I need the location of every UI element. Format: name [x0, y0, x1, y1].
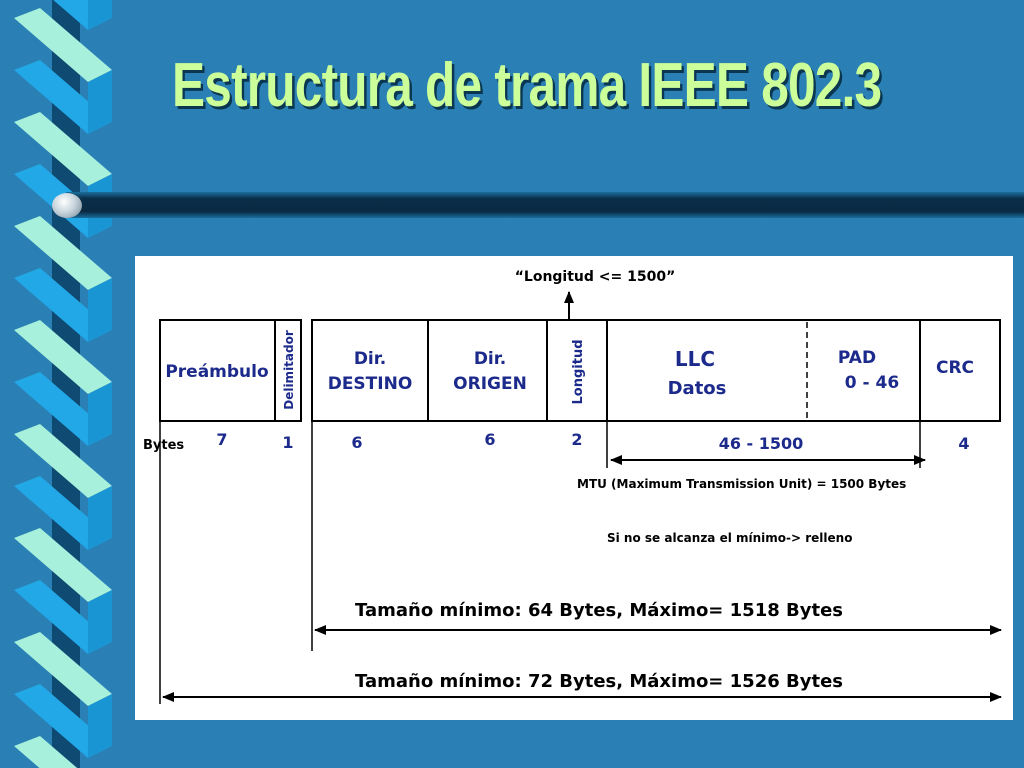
field-label-origin-1: Dir. [473, 349, 507, 369]
field-label-crc: CRC [935, 358, 975, 378]
byte-count-preamble: 7 [216, 430, 228, 449]
ribbon-segment-edge [88, 0, 112, 30]
field-label-dest-1: Dir. [353, 349, 387, 369]
frame-structure-diagram [135, 256, 1013, 720]
decorative-ribbon [0, 0, 120, 768]
title-rule-bar [66, 192, 1024, 218]
size-without-preamble: Tamaño mínimo: 64 Bytes, Máximo= 1518 Bytes [355, 600, 844, 621]
byte-count-origin: 6 [484, 430, 496, 449]
slide-title: Estructura de trama IEEE 802.3 [172, 51, 882, 120]
field-label-origin-2: ORIGEN [453, 374, 527, 394]
field-label-dest-2: DESTINO [327, 374, 413, 394]
mtu-text: MTU (Maximum Transmission Unit) = 1500 Bytes [577, 477, 907, 491]
diagram-canvas [135, 256, 1013, 720]
byte-count-data: 46 - 1500 [718, 434, 804, 453]
field-label-llc-2: Datos [667, 378, 727, 399]
length-note: “Longitud <= 1500” [514, 269, 676, 285]
bytes-label: Bytes [143, 438, 185, 453]
field-label-pad-2: 0 - 46 [844, 373, 900, 393]
field-label-llc-1: LLC [674, 347, 716, 371]
rule-knob [52, 193, 82, 218]
field-label-preamble: Preámbulo [165, 362, 269, 382]
field-label-delimiter: Delimitador [282, 330, 296, 410]
field-box-dest [312, 320, 428, 421]
byte-count-length: 2 [571, 430, 583, 449]
size-total: Tamaño mínimo: 72 Bytes, Máximo= 1526 Bytes [355, 671, 844, 692]
byte-count-crc: 4 [958, 434, 970, 453]
field-box-llc-pad [607, 320, 920, 421]
byte-count-dest: 6 [351, 433, 363, 452]
field-label-length: Longitud [571, 339, 586, 405]
byte-count-delimiter: 1 [282, 433, 294, 452]
field-label-pad-1: PAD [837, 348, 877, 368]
field-box-origin [428, 320, 547, 421]
fill-note: Si no se alcanza el mínimo-> relleno [607, 531, 853, 545]
